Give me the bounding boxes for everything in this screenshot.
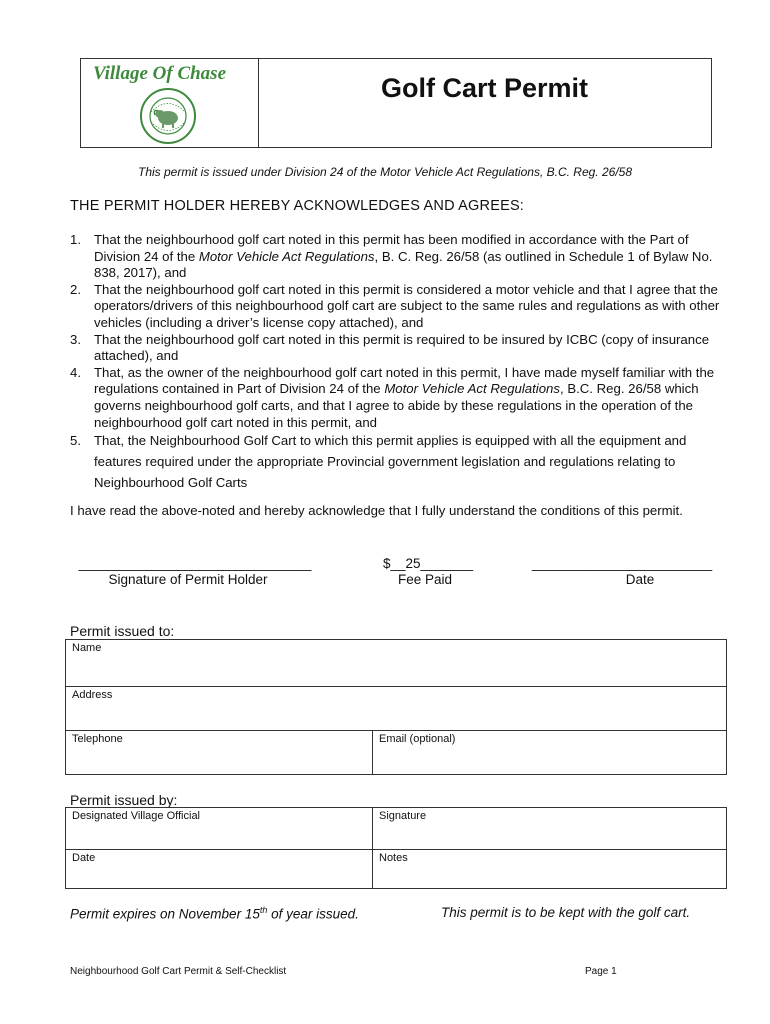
- name-label: Name: [72, 642, 102, 654]
- fee-line[interactable]: $__25_______: [382, 556, 474, 571]
- term-number: 2.: [70, 281, 81, 297]
- issued-by-table: [65, 807, 727, 889]
- email-label: Email (optional): [379, 733, 456, 745]
- issue-date-field[interactable]: [66, 850, 372, 888]
- expiry-text: Permit expires on November 15: [70, 906, 260, 922]
- signature-caption: Signature of Permit Holder: [108, 572, 268, 587]
- page-title: Golf Cart Permit: [380, 73, 589, 103]
- term-text-end: , B.C. Reg. 26/58 which governs neighbourhood golf carts, and that I agree to abide by these regulations in the operation of the neighbourhood golf cart noted in this permit, and: [94, 381, 699, 430]
- official-field[interactable]: [66, 808, 372, 849]
- telephone-field[interactable]: [66, 731, 372, 774]
- term-text: That, as the owner of the neighbourhood golf cart noted in this permit, I have made myself familiar with the regulations contained in Part of Division 24 of the: [94, 364, 715, 397]
- telephone-label: Telephone: [72, 733, 123, 745]
- fee-caption: Fee Paid: [397, 572, 453, 587]
- issuer-signature-label: Signature: [379, 810, 427, 822]
- notes-label: Notes: [379, 852, 408, 864]
- issue-date-label: Date: [72, 852, 96, 864]
- term-item: [70, 232, 722, 282]
- keep-with-cart-note: This permit is to be kept with the golf cart.: [441, 905, 691, 920]
- issuer-signature-field[interactable]: [373, 808, 726, 849]
- term-number: 3.: [70, 331, 81, 347]
- header-box: [80, 58, 712, 148]
- expiry-note: [70, 905, 359, 922]
- term-text: That the neighbourhood golf cart noted in this permit is required to be insured by ICBC (copy of insurance attached), and: [94, 331, 710, 364]
- address-label: Address: [72, 689, 113, 701]
- term-text: That the neighbourhood golf cart noted in this permit is considered a motor vehicle and that I agree that the operators/drivers of this neighbourhood golf cart are subject to the same rules and regulations as with other vehicles (including a driver’s license copy attached), and: [94, 281, 720, 330]
- footer-document-name: Neighbourhood Golf Cart Permit & Self-Checklist: [70, 966, 287, 977]
- term-item: [70, 365, 722, 431]
- date-caption: Date: [625, 572, 655, 587]
- issued-to-label: Permit issued to:: [70, 623, 175, 639]
- term-number: 4.: [70, 364, 81, 380]
- logo-cell: [81, 59, 259, 147]
- term-item: [70, 282, 722, 332]
- expiry-text-end: of year issued.: [267, 906, 359, 922]
- email-field[interactable]: [373, 731, 726, 774]
- expiry-superscript: th: [259, 905, 268, 915]
- issued-by-label: Permit issued by:: [70, 792, 178, 808]
- term-item: [70, 430, 722, 493]
- authority-note: This permit is issued under Division 24 of the Motor Vehicle Act Regulations, B.C. Reg. 26/58: [137, 165, 632, 179]
- term-emphasis: Motor Vehicle Act Regulations: [198, 248, 375, 264]
- term-number: 5.: [70, 433, 81, 449]
- notes-field[interactable]: [373, 850, 726, 888]
- name-field[interactable]: [66, 640, 726, 687]
- official-label: Designated Village Official: [72, 810, 201, 822]
- footer-page-number: Page 1: [585, 966, 617, 977]
- issued-to-table: [65, 639, 727, 775]
- village-seal-logo: [139, 87, 197, 145]
- address-field[interactable]: [66, 687, 726, 730]
- term-number: 1.: [70, 232, 81, 247]
- acknowledgement-heading: THE PERMIT HOLDER HEREBY ACKNOWLEDGES AND AGREES:: [70, 198, 525, 214]
- term-text: That the neighbourhood golf cart noted in this permit has been modified in accordance with the Part of Division 24 of the: [94, 232, 689, 264]
- term-text: That, the Neighbourhood Golf Cart to which this permit applies is equipped with all the equipment and features required under the appropriate Provincial government legislation and regulations relating to Neighbourhood Golf Carts: [94, 433, 687, 491]
- term-item: [70, 332, 722, 365]
- terms-list: [70, 232, 722, 493]
- term-text-end: , B. C. Reg. 26/58 (as outlined in Schedule 1 of Bylaw No. 838, 2017), and: [94, 248, 713, 281]
- term-emphasis: Motor Vehicle Act Regulations: [384, 381, 560, 397]
- signature-line[interactable]: _______________________________: [78, 556, 312, 571]
- village-name: Village Of Chase: [93, 63, 227, 84]
- acknowledgement-statement: I have read the above-noted and hereby acknowledge that I fully understand the conditions of this permit.: [70, 503, 683, 518]
- date-line[interactable]: ________________________: [531, 556, 713, 571]
